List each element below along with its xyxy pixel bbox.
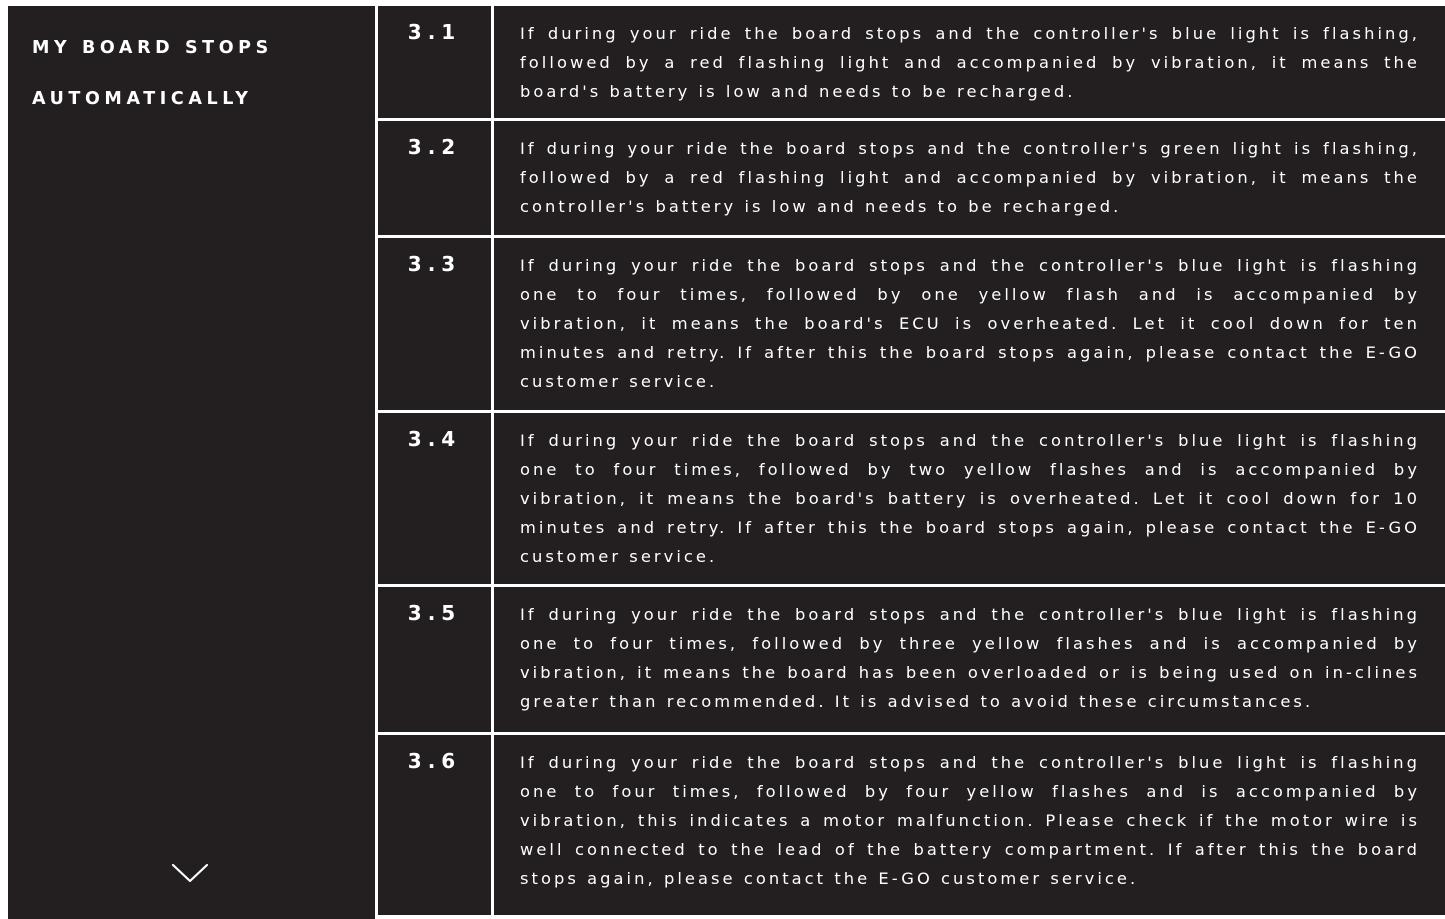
sidebar-panel bbox=[8, 6, 375, 919]
faq-item bbox=[378, 238, 1445, 410]
divider bbox=[491, 238, 494, 410]
divider bbox=[491, 413, 494, 584]
faq-item bbox=[378, 413, 1445, 584]
item-number: 3.5 bbox=[378, 587, 491, 732]
chevron-down-icon[interactable] bbox=[170, 861, 210, 885]
faq-list bbox=[378, 6, 1445, 915]
item-number: 3.3 bbox=[378, 238, 491, 410]
faq-item bbox=[378, 735, 1445, 915]
item-text: If during your ride the board stops and the controller's blue light is flashing one to four times, followed by four yellow flashes and is accompanied by vibration, this indicates a motor malfunction. Please check if the motor wire is well connected to the lead of the battery compartment. If after this the board stops again, please contact the E-GO customer service. bbox=[520, 753, 1420, 888]
divider bbox=[491, 735, 494, 915]
section-title: MY BOARD STOPS AUTOMATICALLY bbox=[32, 38, 273, 109]
faq-item bbox=[378, 121, 1445, 235]
item-number: 3.4 bbox=[378, 413, 491, 584]
divider bbox=[491, 121, 494, 235]
divider bbox=[491, 587, 494, 732]
item-text: If during your ride the board stops and the controller's blue light is flashing, followed by a red flashing light and accompanied by vibration, it means the board's battery is low and needs to be recharged. bbox=[520, 24, 1420, 101]
item-number: 3.1 bbox=[378, 6, 491, 118]
item-text: If during your ride the board stops and the controller's blue light is flashing one to four times, followed by two yellow flashes and is accompanied by vibration, it means the board's battery is overheated. Let it cool down for 10 minutes and retry. If after this the board stops again, please contact the E-GO customer service. bbox=[520, 431, 1420, 566]
divider bbox=[491, 6, 494, 118]
item-text: If during your ride the board stops and the controller's green light is flashing, followed by a red flashing light and accompanied by vibration, it means the controller's battery is low and needs to be recharged. bbox=[520, 139, 1420, 216]
item-text: If during your ride the board stops and the controller's blue light is flashing one to four times, followed by three yellow flashes and is accompanied by vibration, it means the board has been overloaded or is being used on in-clines greater than recommended. It is advised to avoid these circumstances. bbox=[520, 605, 1420, 711]
faq-item bbox=[378, 6, 1445, 118]
item-text: If during your ride the board stops and the controller's blue light is flashing one to four times, followed by one yellow flash and is accompanied by vibration, it means the board's ECU is overheated. Let it cool down for ten minutes and retry. If after this the board stops again, please contact the E-GO customer service. bbox=[520, 256, 1420, 391]
faq-item bbox=[378, 587, 1445, 732]
item-number: 3.2 bbox=[378, 121, 491, 235]
item-number: 3.6 bbox=[378, 735, 491, 915]
